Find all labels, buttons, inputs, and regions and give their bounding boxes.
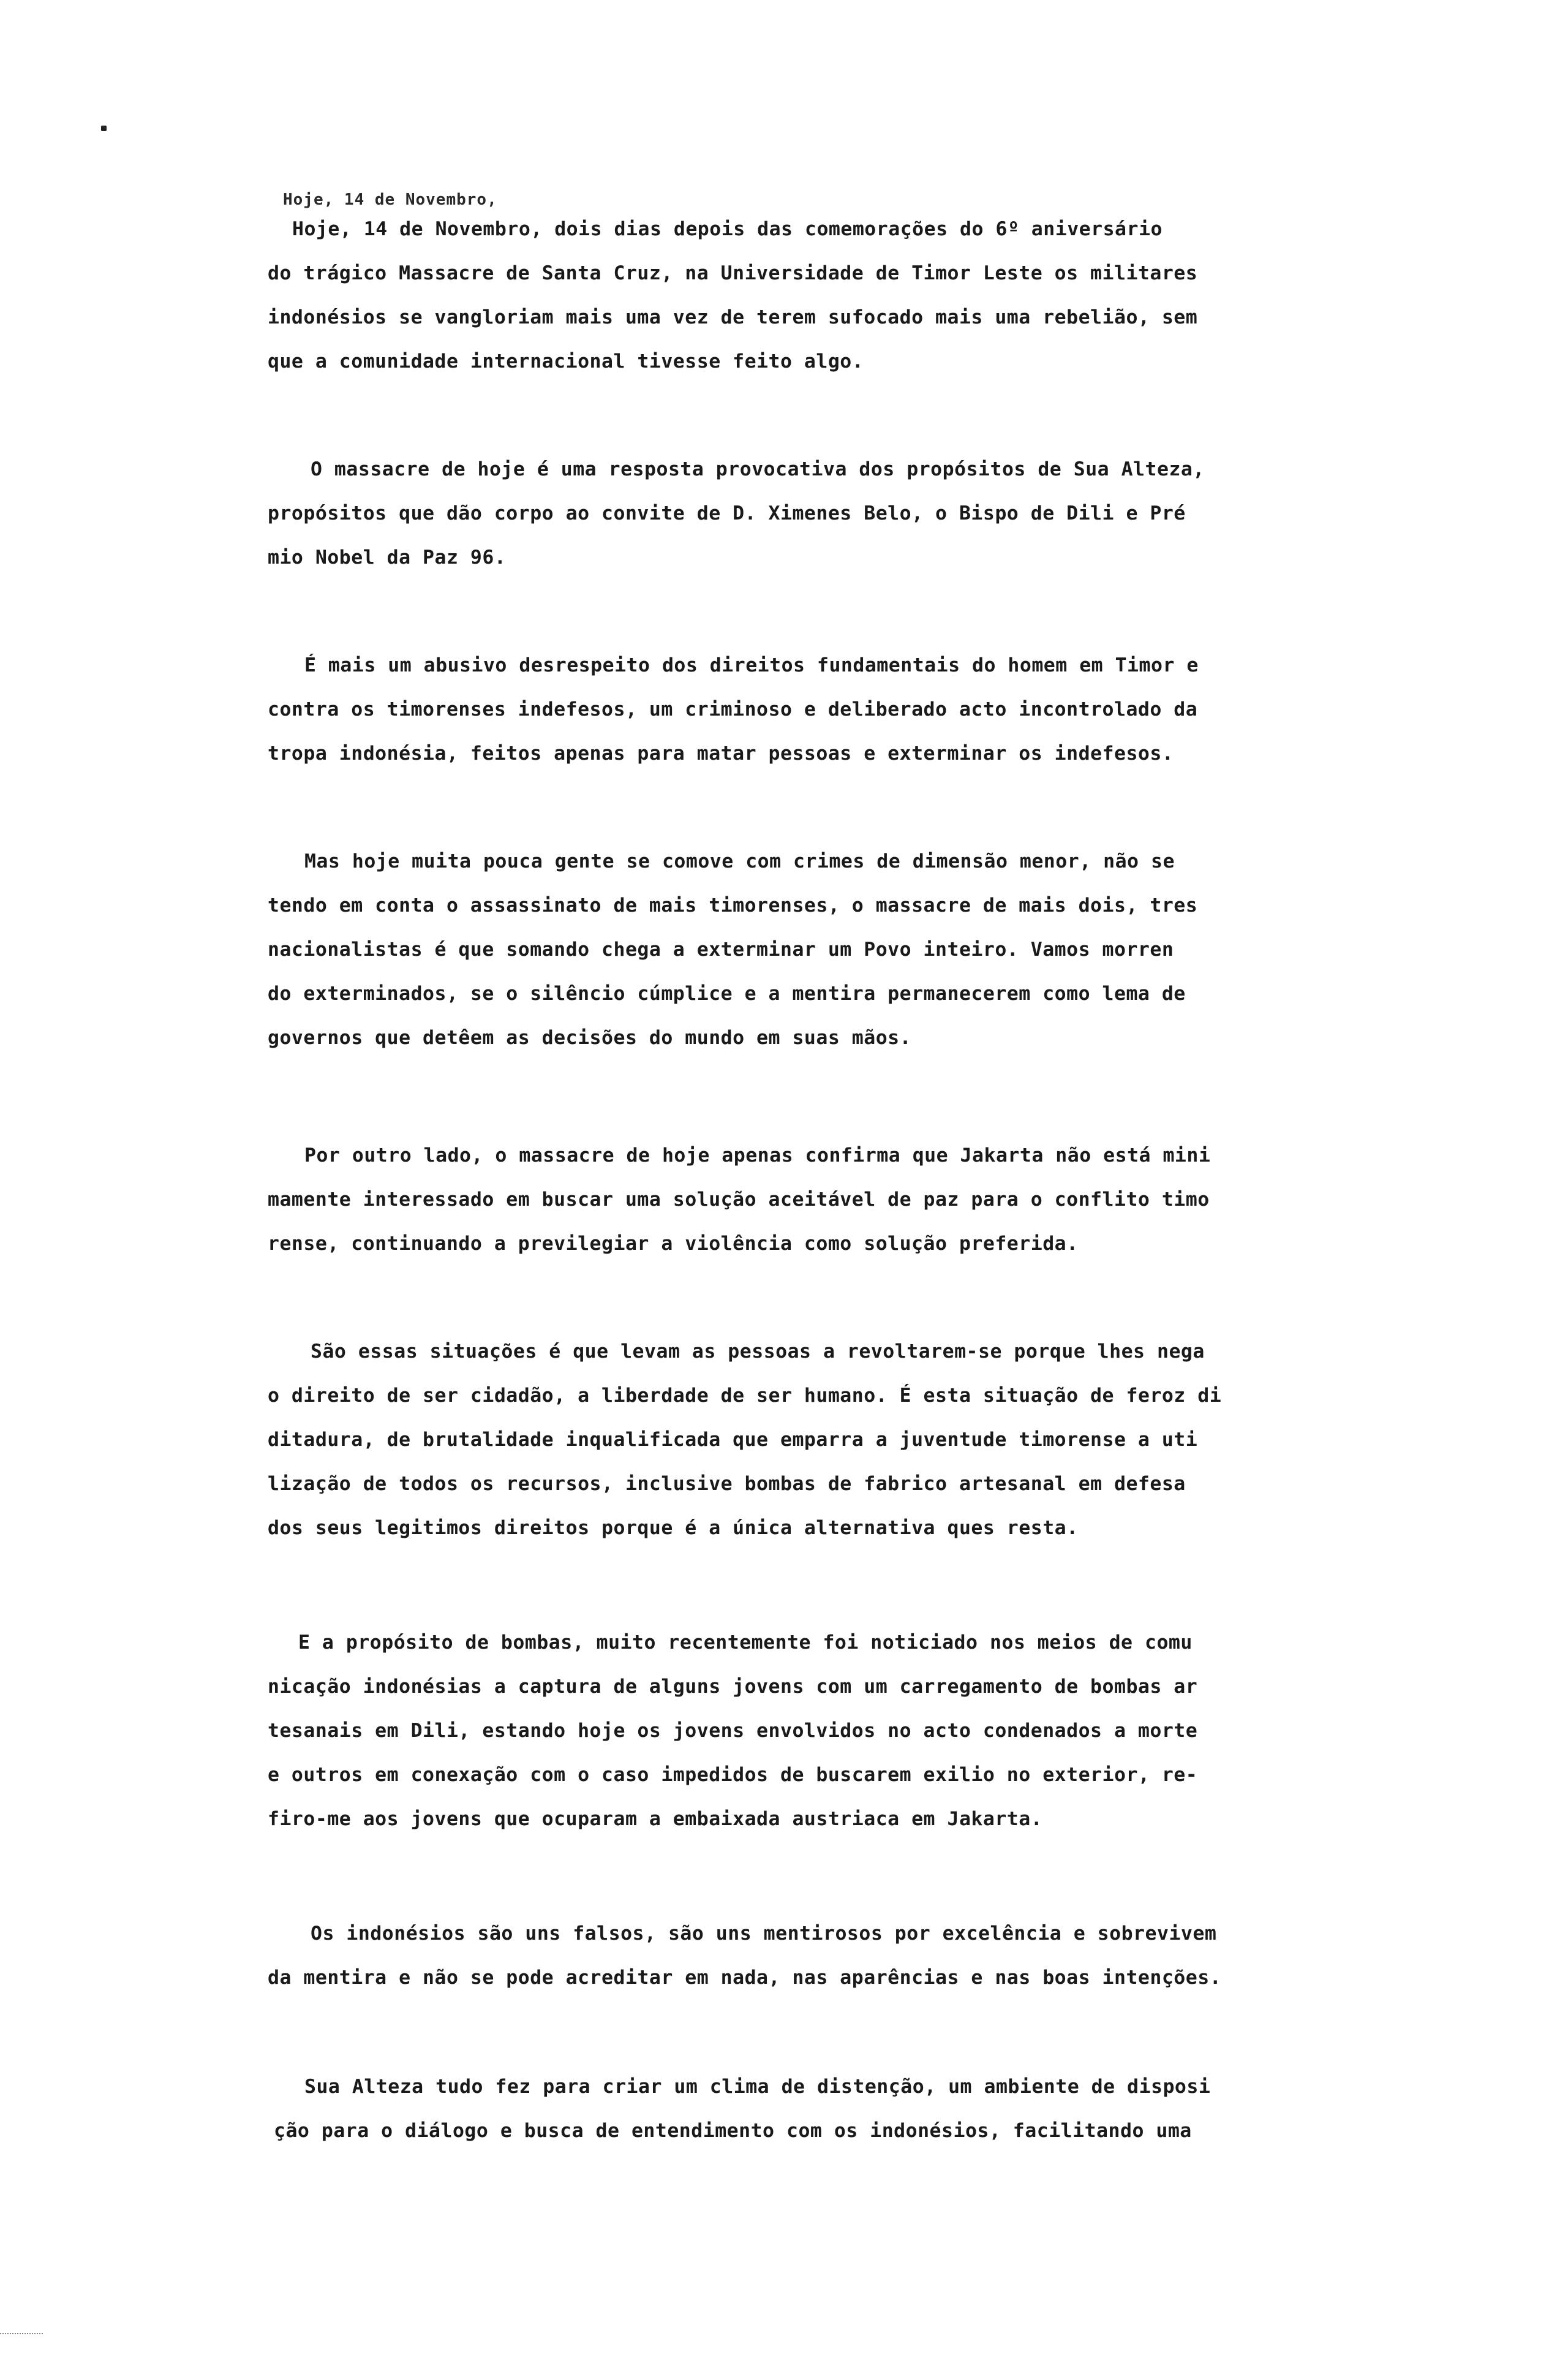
paragraph-line: Os indonésios são uns falsos, são uns mentirosos por excelência e sobrevivem: [311, 1923, 1217, 1945]
paragraph-line: E a propósito de bombas, muito recentemente foi noticiado nos meios de comu: [298, 1632, 1193, 1654]
paragraph-line: governos que detêem as decisões do mundo em suas mãos.: [268, 1027, 912, 1049]
paragraph-line: dos seus legitimos direitos porque é a única alternativa ques resta.: [268, 1517, 1079, 1539]
paragraph-line: Por outro lado, o massacre de hoje apenas confirma que Jakarta não está mini: [304, 1144, 1211, 1167]
paragraph-line: ção para o diálogo e busca de entendimento com os indonésios, facilitando uma: [274, 2120, 1192, 2142]
margin-mark: [101, 126, 107, 131]
paragraph-line: e outros em conexação com o caso impedidos de buscarem exilio no exterior, re-: [268, 1764, 1198, 1786]
paragraph-line: que a comunidade internacional tivesse feito algo.: [268, 350, 864, 372]
paragraph-line: É mais um abusivo desrespeito dos direitos fundamentais do homem em Timor e: [304, 654, 1199, 676]
paragraph-line: nicação indonésias a captura de alguns jovens com um carregamento de bombas ar: [268, 1676, 1198, 1698]
paragraph-line: firo-me aos jovens que ocuparam a embaixada austriaca em Jakarta.: [268, 1808, 1043, 1830]
paragraph-6: [268, 1329, 1468, 1550]
paragraph-2: [268, 447, 1468, 580]
paragraph-line: da mentira e não se pode acreditar em nada, nas aparências e nas boas intenções.: [268, 1967, 1222, 1989]
paragraph-line: tesanais em Dili, estando hoje os jovens envolvidos no acto condenados a morte: [268, 1720, 1198, 1742]
paragraph-9: [268, 2065, 1468, 2153]
paragraph-line: rense, continuando a previlegiar a violência como solução preferida.: [268, 1233, 1079, 1255]
paragraph-line: São essas situações é que levam as pessoas a revoltarem-se porque lhes nega: [311, 1341, 1205, 1363]
paragraph-line: do exterminados, se o silêncio cúmplice e a mentira permanecerem como lema de: [268, 983, 1186, 1005]
paragraph-line: mamente interessado em buscar uma solução aceitável de paz para o conflito timo: [268, 1189, 1210, 1211]
paragraph-line: contra os timorenses indefesos, um criminoso e deliberado acto incontrolado da: [268, 698, 1198, 720]
paragraph-line: propósitos que dão corpo ao convite de D. Ximenes Belo, o Bispo de Dili e Pré: [268, 502, 1186, 524]
paragraph-8: [268, 1912, 1468, 2000]
paragraph-4: [268, 839, 1468, 1060]
paragraph-line: Sua Alteza tudo fez para criar um clima de distenção, um ambiente de disposi: [304, 2076, 1211, 2098]
paragraph-line: nacionalistas é que somando chega a exterminar um Povo inteiro. Vamos morren: [268, 939, 1174, 961]
paragraph-3: [268, 643, 1468, 776]
paragraph-5: [268, 1133, 1468, 1266]
paragraph-line: Mas hoje muita pouca gente se comove com crimes de dimensão menor, não se: [304, 850, 1175, 872]
paragraph-1: [268, 207, 1468, 384]
paragraph-line: ditadura, de brutalidade inqualificada que emparra a juventude timorense a uti: [268, 1429, 1198, 1451]
paragraph-line: tropa indonésia, feitos apenas para matar pessoas e exterminar os indefesos.: [268, 743, 1174, 765]
paragraph-line: tendo em conta o assassinato de mais timorenses, o massacre de mais dois, tres: [268, 894, 1198, 917]
paragraph-line: do trágico Massacre de Santa Cruz, na Universidade de Timor Leste os militares: [268, 262, 1198, 284]
paragraph-line: O massacre de hoje é uma resposta provocativa dos propósitos de Sua Alteza,: [311, 458, 1205, 480]
paragraph-line: indonésios se vangloriam mais uma vez de terem sufocado mais uma rebelião, sem: [268, 306, 1198, 328]
paragraph-7: [268, 1620, 1468, 1841]
overstrike-heading: Hoje, 14 de Novembro,: [283, 191, 497, 209]
paragraph-line: Hoje, 14 de Novembro, dois dias depois das comemorações do 6º aniversário: [292, 218, 1163, 240]
paragraph-line: mio Nobel da Paz 96.: [268, 546, 507, 569]
scan-edge-mark: [0, 2333, 43, 2337]
paragraph-line: lização de todos os recursos, inclusive bombas de fabrico artesanal em defesa: [268, 1473, 1186, 1495]
paragraph-line: o direito de ser cidadão, a liberdade de ser humano. É esta situação de feroz di: [268, 1385, 1222, 1407]
